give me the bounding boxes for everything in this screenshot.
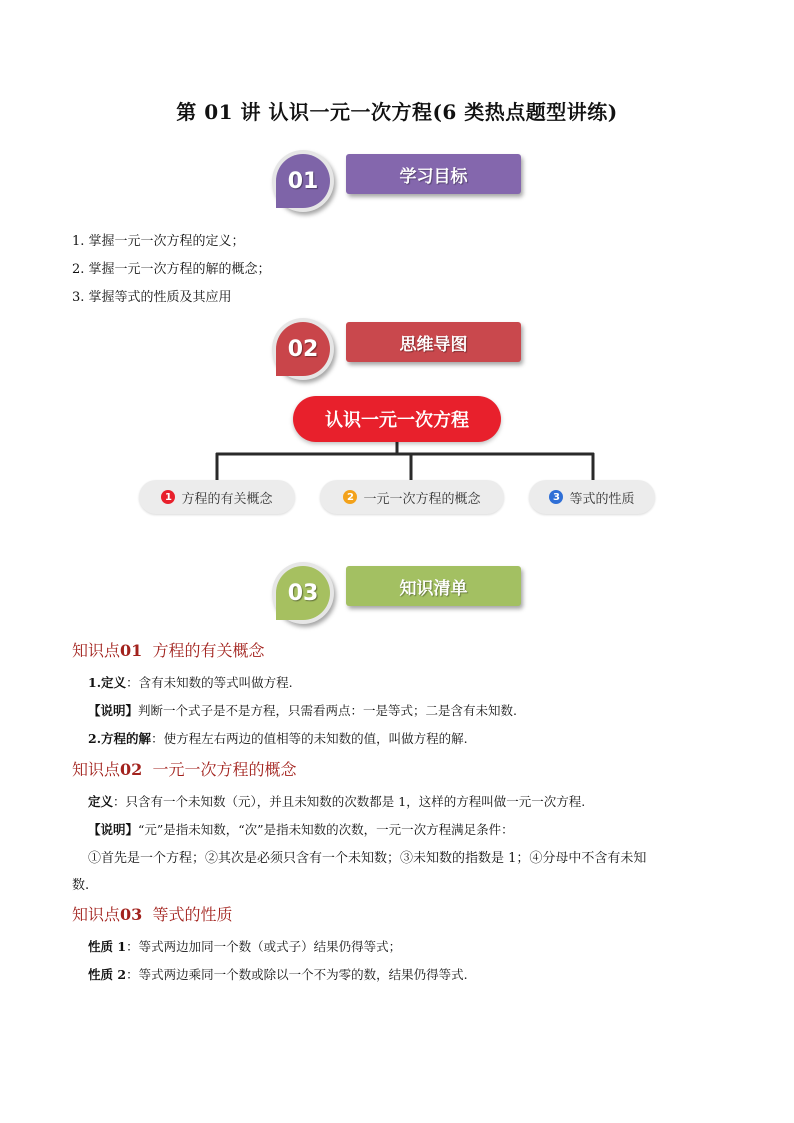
definition-label: 1.定义 (88, 675, 127, 690)
page-title: 第 01 讲 认识一元一次方程(6 类热点题型讲练) (176, 100, 618, 124)
kp-prefix: 知识点 (72, 760, 121, 779)
kp-prefix: 知识点 (72, 905, 121, 924)
section-number: 01 (276, 154, 330, 208)
property-label: 性质 1 (88, 939, 127, 954)
mindmap-node-3 (529, 480, 655, 514)
note-text: “元”是指未知数，“次”是指未知数的次数，一元一次方程满足条件： (138, 822, 514, 837)
kp-number: 01 (120, 641, 143, 660)
property-text: ：等式两边乘同一个数或除以一个不为零的数，结果仍得等式. (126, 967, 468, 982)
definition-label: 2.方程的解 (88, 731, 152, 746)
definition-text: ：使方程左右两边的值相等的未知数的值，叫做方程的解. (151, 731, 468, 746)
goal-item-2: 2. 掌握一元一次方程的解的概念； (72, 262, 271, 277)
number-2-icon: 2 (343, 490, 357, 504)
section-label: 知识清单 (346, 566, 521, 606)
note-text: 判断一个式子是不是方程，只需看两点：一是等式；二是含有未知数. (138, 703, 517, 718)
section-banner-knowledge (272, 562, 532, 632)
mindmap-node-label: 方程的有关概念 (181, 491, 273, 507)
kp1-note (88, 701, 517, 719)
section-label: 思维导图 (346, 322, 521, 362)
definition-text: ：只含有一个未知数（元），并且未知数的次数都是 1，这样的方程叫做一元一次方程. (113, 794, 586, 809)
number-3-icon: 3 (549, 490, 563, 504)
knowledge-point-heading-02 (72, 757, 296, 780)
knowledge-point-heading-03 (72, 902, 232, 925)
section-label: 学习目标 (346, 154, 521, 194)
definition-text: ：含有未知数的等式叫做方程. (126, 675, 293, 690)
kp3-property-2 (88, 965, 468, 983)
property-text: ：等式两边加同一个数（或式子）结果仍得等式； (126, 939, 402, 954)
section-number: 02 (276, 322, 330, 376)
kp-title: 一元一次方程的概念 (152, 760, 297, 779)
kp-number: 02 (120, 760, 143, 779)
kp-number: 03 (120, 905, 143, 924)
goal-item-3: 3. 掌握等式的性质及其应用 (72, 290, 232, 305)
property-label: 性质 2 (88, 967, 127, 982)
mindmap-node-label: 等式的性质 (569, 491, 635, 507)
mindmap-node-1 (139, 480, 295, 514)
mindmap-node-label: 一元一次方程的概念 (363, 491, 481, 507)
section-number-badge (272, 562, 334, 624)
knowledge-point-heading-01 (72, 638, 264, 661)
kp-title: 等式的性质 (152, 905, 233, 924)
note-label: 【说明】 (88, 703, 139, 718)
kp3-property-1 (88, 937, 401, 955)
goal-item-1: 1. 掌握一元一次方程的定义； (72, 234, 245, 249)
kp-prefix: 知识点 (72, 641, 121, 660)
kp1-solution-definition (88, 729, 468, 747)
note-label: 【说明】 (88, 822, 139, 837)
definition-label: 定义 (88, 794, 114, 809)
kp1-definition (88, 673, 293, 691)
kp2-definition (88, 792, 585, 810)
kp-title: 方程的有关概念 (152, 641, 265, 660)
kp2-conditions-cont: 数. (72, 878, 90, 893)
number-1-icon: 1 (161, 490, 175, 504)
kp2-conditions: ①首先是一个方程；②其次是必须只含有一个未知数；③未知数的指数是 1；④分母中不含有未知 (88, 851, 647, 866)
mindmap-root: 认识一元一次方程 (293, 396, 501, 442)
kp2-note (88, 820, 514, 838)
mindmap-node-2 (320, 480, 504, 514)
section-number: 03 (276, 566, 330, 620)
